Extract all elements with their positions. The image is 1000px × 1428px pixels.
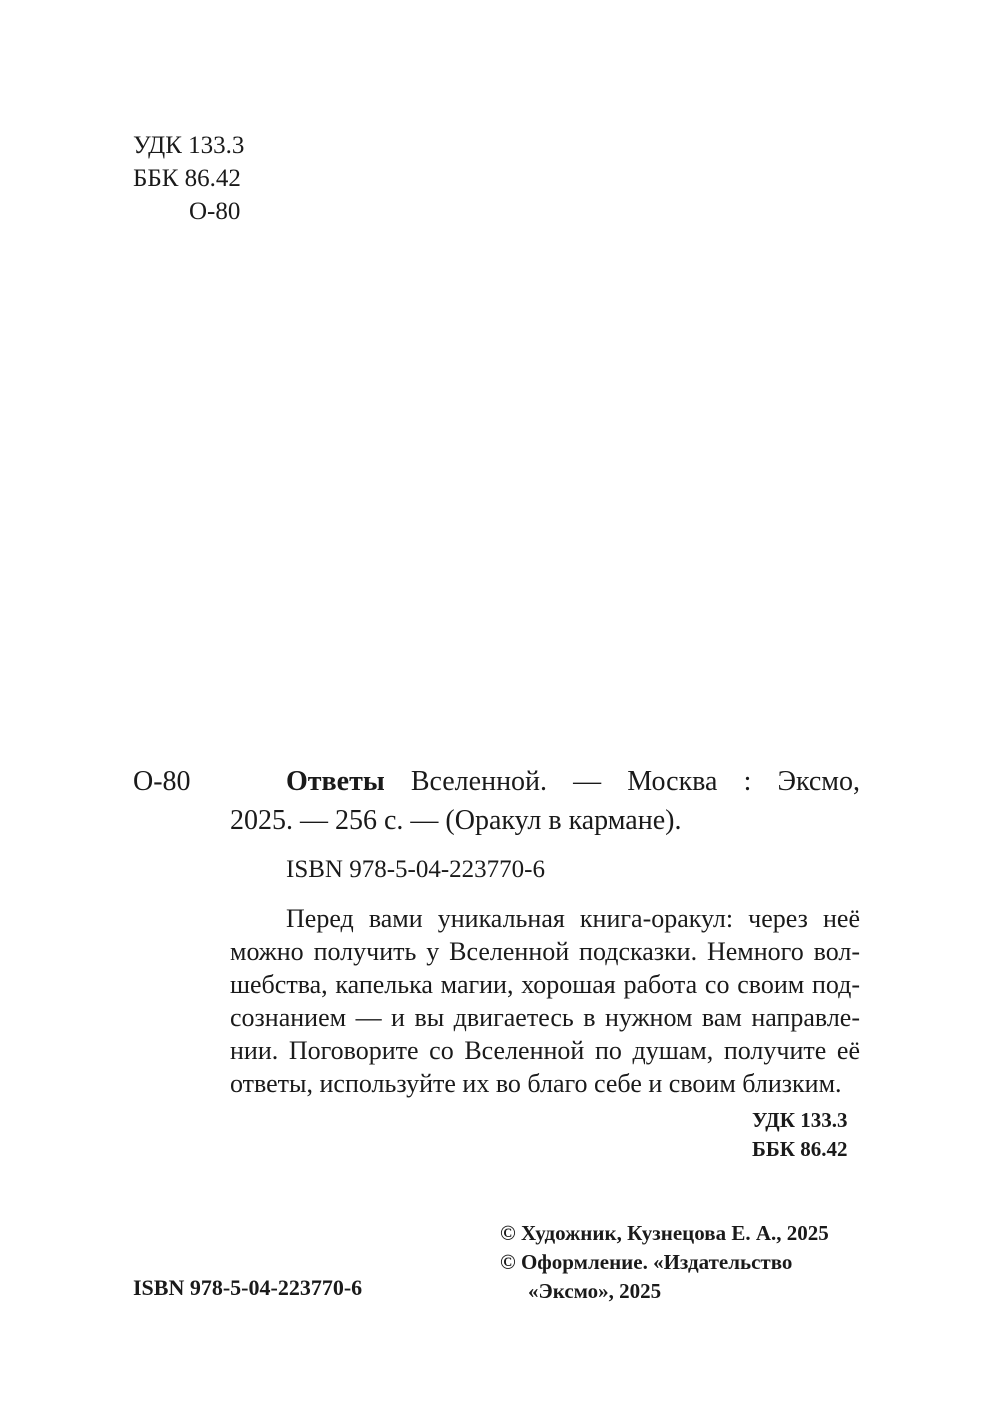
annotation [230, 902, 860, 1100]
udk-code-bottom: УДК 133.3 [752, 1108, 848, 1132]
annotation-line: Перед вами уникальная книга-оракул: через неё [286, 904, 860, 933]
copyright-artist: © Художник, Кузнецова Е. А., 2025 [500, 1221, 829, 1245]
annotation-line: сознанием — и вы двигаетесь в нужном вам направле- [230, 1003, 860, 1032]
udk-code-top: УДК 133.3 [133, 132, 245, 159]
footer-isbn: ISBN 978-5-04-223770-6 [133, 1275, 363, 1300]
copyright-design-line-2: «Эксмо», 2025 [528, 1279, 662, 1303]
entry-isbn: ISBN 978-5-04-223770-6 [286, 856, 546, 883]
bbk-code-bottom: ББК 86.42 [752, 1137, 848, 1161]
annotation-line: можно получить у Вселенной подсказки. Немного вол- [230, 937, 860, 966]
entry-line-1-rest: Вселенной. — Москва : Эксмо, [410, 766, 860, 797]
author-mark-top: О-80 [189, 198, 241, 225]
bbk-code-top: ББК 86.42 [133, 165, 241, 192]
copyright-design-line-1: © Оформление. «Издательство [500, 1250, 793, 1274]
annotation-line: ответы, используйте их во благо себе и своим близким. [230, 1069, 842, 1098]
annotation-line: шебства, капелька магии, хорошая работа со своим под- [230, 970, 860, 999]
entry-line-2: 2025. — 256 с. — (Оракул в кармане). [230, 805, 682, 836]
author-mark-entry: О-80 [133, 766, 191, 797]
entry-line-1 [286, 762, 860, 801]
annotation-line: нии. Поговорите со Вселенной по душам, получите её [230, 1036, 860, 1065]
book-title: Ответы [286, 766, 385, 797]
